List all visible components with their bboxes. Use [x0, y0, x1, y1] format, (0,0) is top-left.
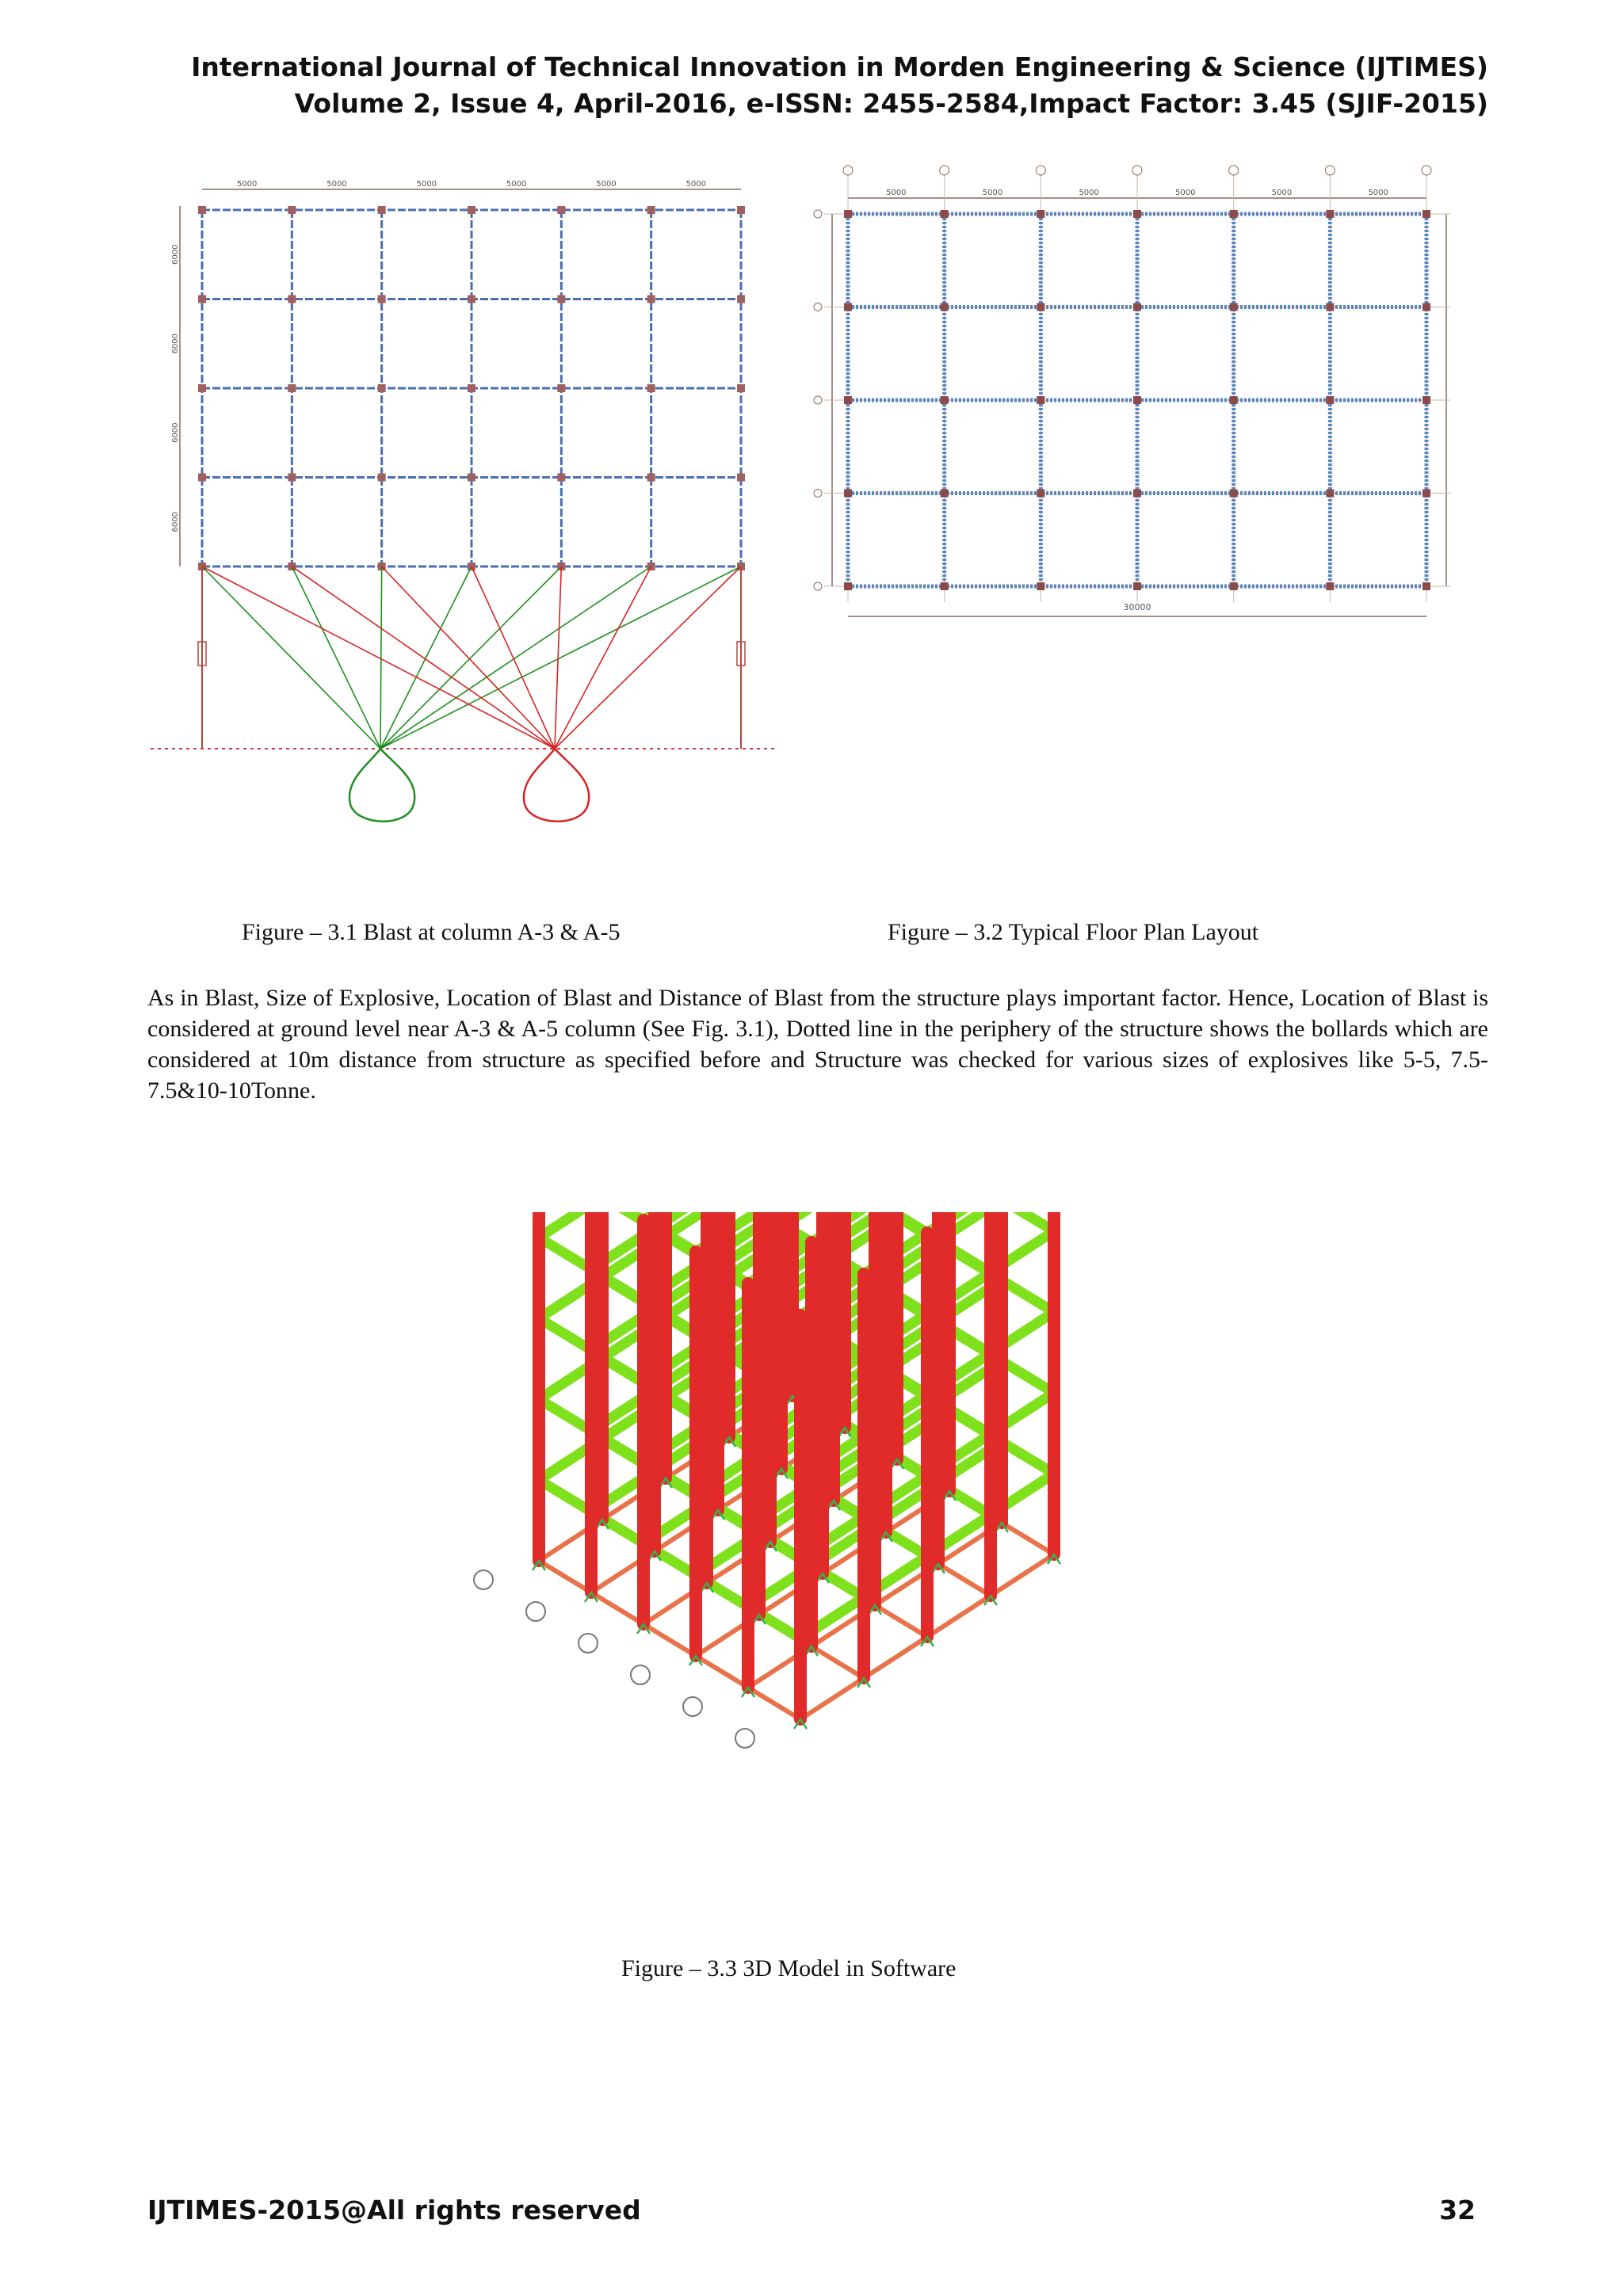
dimension-label: 5000	[596, 180, 617, 189]
axis-bubble-icon	[683, 1697, 702, 1716]
column-node	[737, 384, 745, 392]
column-node	[1230, 303, 1238, 311]
blast-ray-a5	[555, 566, 741, 749]
column-node	[1423, 303, 1430, 311]
column-node	[468, 384, 475, 392]
column-node	[378, 206, 386, 214]
grid-bubble	[814, 303, 822, 311]
column-node	[378, 296, 386, 303]
journal-title: International Journal of Technical Innovation in Morden Engineering & Science (IJTIMES)	[191, 51, 1488, 82]
grid-bubble	[1036, 166, 1045, 175]
column-node	[1133, 210, 1141, 218]
column-node	[1423, 582, 1430, 590]
column-node	[1133, 396, 1141, 404]
grid-bubble	[940, 166, 949, 175]
column-node	[1133, 490, 1141, 498]
axis-bubble-icon	[526, 1602, 545, 1621]
column-node	[1133, 582, 1141, 590]
figure-3-2-caption: Figure – 3.2 Typical Floor Plan Layout	[888, 919, 1259, 945]
dimension-label: 6000	[171, 422, 180, 443]
column-node	[941, 396, 949, 404]
column-node	[844, 582, 852, 590]
figure-3-3-caption: Figure – 3.3 3D Model in Software	[621, 1955, 957, 1981]
dimension-label: 6000	[171, 334, 180, 354]
dimension-label: 6000	[171, 244, 180, 265]
column-node	[737, 474, 745, 482]
column-node	[288, 384, 296, 392]
dimension-label: 5000	[416, 180, 437, 189]
copyright-notice: IJTIMES-2015@All rights reserved	[147, 2195, 641, 2225]
page-number: 32	[1439, 2195, 1476, 2225]
column-node	[557, 474, 565, 482]
grid-bubble	[1132, 166, 1142, 175]
column-node	[1037, 210, 1044, 218]
column-node	[737, 296, 745, 303]
column-node	[378, 384, 386, 392]
dimension-label: 5000	[236, 180, 258, 189]
grid-bubble	[814, 396, 822, 404]
column-node	[557, 384, 565, 392]
column-node	[941, 210, 949, 218]
column-node	[288, 206, 296, 214]
column-node	[1326, 210, 1334, 218]
blast-ray-a5	[472, 566, 555, 749]
dimension-label: 5000	[327, 180, 347, 189]
blast-ray-a3	[380, 566, 472, 749]
column-node	[647, 206, 655, 214]
column-node	[468, 206, 475, 214]
column-node	[1133, 303, 1141, 311]
body-paragraph: As in Blast, Size of Explosive, Location of Blast and Distance of Blast from the structure plays important factor. Hence, Location of Blast is considered at ground level near A-3 & A-5 column (See Fig. 3.1), Dotted line in the periphery of the structure shows the bollards which are considered at 10m distance from structure as specified before and Structure was checked for various sizes of explosives like 5-5, 7.5-7.5&10-10Tonne.	[147, 985, 1488, 1104]
column-node	[844, 396, 852, 404]
column-node	[941, 303, 949, 311]
figure-3-1-caption: Figure – 3.1 Blast at column A-3 & A-5	[242, 919, 621, 945]
blast-lines	[202, 566, 741, 749]
dimension-label: 5000	[685, 180, 707, 189]
column-node	[1423, 210, 1430, 218]
blast-ray-a5	[202, 566, 555, 749]
column-node	[468, 474, 475, 482]
column-node	[647, 384, 655, 392]
column-node	[198, 384, 206, 392]
column-node	[1423, 396, 1430, 404]
column-node	[198, 206, 206, 214]
dimension-label: 5000	[1271, 189, 1293, 197]
dimension-label: 5000	[886, 189, 907, 197]
axis-bubble-icon	[474, 1570, 493, 1589]
column-node	[844, 490, 852, 498]
column-node	[941, 490, 949, 498]
column-node	[1037, 396, 1044, 404]
grid-bubble	[1422, 166, 1431, 175]
axis-bubble-icon	[579, 1634, 598, 1653]
dimension-label: 5000	[1368, 189, 1388, 197]
column-node	[557, 206, 565, 214]
grid-bubble	[843, 166, 853, 175]
column-node	[1230, 396, 1238, 404]
floor-grid	[198, 206, 745, 570]
journal-volume-info: Volume 2, Issue 4, April-2016, e-ISSN: 2455-2584,Impact Factor: 3.45 (SJIF-2015)	[294, 88, 1488, 119]
grid-bubble	[814, 490, 822, 498]
dimension-line-top	[202, 180, 741, 189]
dimension-label: 5000	[1079, 189, 1099, 197]
column-node	[198, 296, 206, 303]
dimension-label: 5000	[982, 189, 1003, 197]
column-node	[1037, 490, 1044, 498]
column-node	[288, 296, 296, 303]
column-node	[1230, 490, 1238, 498]
column-node	[737, 206, 745, 214]
blast-ray-a3	[202, 566, 380, 749]
grid-bubble	[814, 582, 822, 590]
column-node	[1326, 582, 1334, 590]
figure-3-2-floor-plan	[800, 158, 1474, 634]
blast-ray-a5	[555, 566, 651, 749]
blast-ray-a3	[380, 566, 382, 749]
column-node	[647, 474, 655, 482]
frame-3d-model	[474, 1212, 1060, 1748]
column-node	[198, 474, 206, 482]
figure-3-3-3d-model	[428, 1212, 1220, 1925]
floor-grid	[814, 166, 1450, 602]
grid-bubble	[1325, 166, 1335, 175]
column-node	[378, 474, 386, 482]
blast-ray-a3	[292, 566, 380, 749]
column-node	[468, 296, 475, 303]
grid-bubble	[814, 210, 822, 218]
column-node	[1230, 210, 1238, 218]
dimension-line-left	[171, 206, 180, 566]
column-node	[288, 563, 296, 570]
column-node	[288, 474, 296, 482]
overall-width-label: 30000	[1123, 602, 1151, 612]
column-node	[1326, 490, 1334, 498]
column-node	[557, 296, 565, 303]
blast-bubble-a3	[349, 749, 414, 822]
column-node	[647, 296, 655, 303]
blast-bubble-a5	[524, 749, 589, 822]
column-node	[1326, 303, 1334, 311]
column-node	[1230, 582, 1238, 590]
journal-header	[191, 49, 1488, 122]
column-node	[1423, 490, 1430, 498]
dimension-label: 5000	[506, 180, 527, 189]
axis-bubble-icon	[631, 1665, 650, 1684]
axis-bubble-icon	[735, 1729, 754, 1748]
grid-bubble	[1229, 166, 1239, 175]
figure-3-1-blast-plan	[143, 178, 792, 852]
dimension-label: 5000	[1175, 189, 1196, 197]
column-node	[1326, 396, 1334, 404]
column-node	[1037, 582, 1044, 590]
column-node	[1037, 303, 1044, 311]
dimension-label: 6000	[171, 512, 180, 532]
column-node	[941, 582, 949, 590]
column-node	[844, 303, 852, 311]
column-node	[844, 210, 852, 218]
page-footer	[147, 2195, 1476, 2225]
